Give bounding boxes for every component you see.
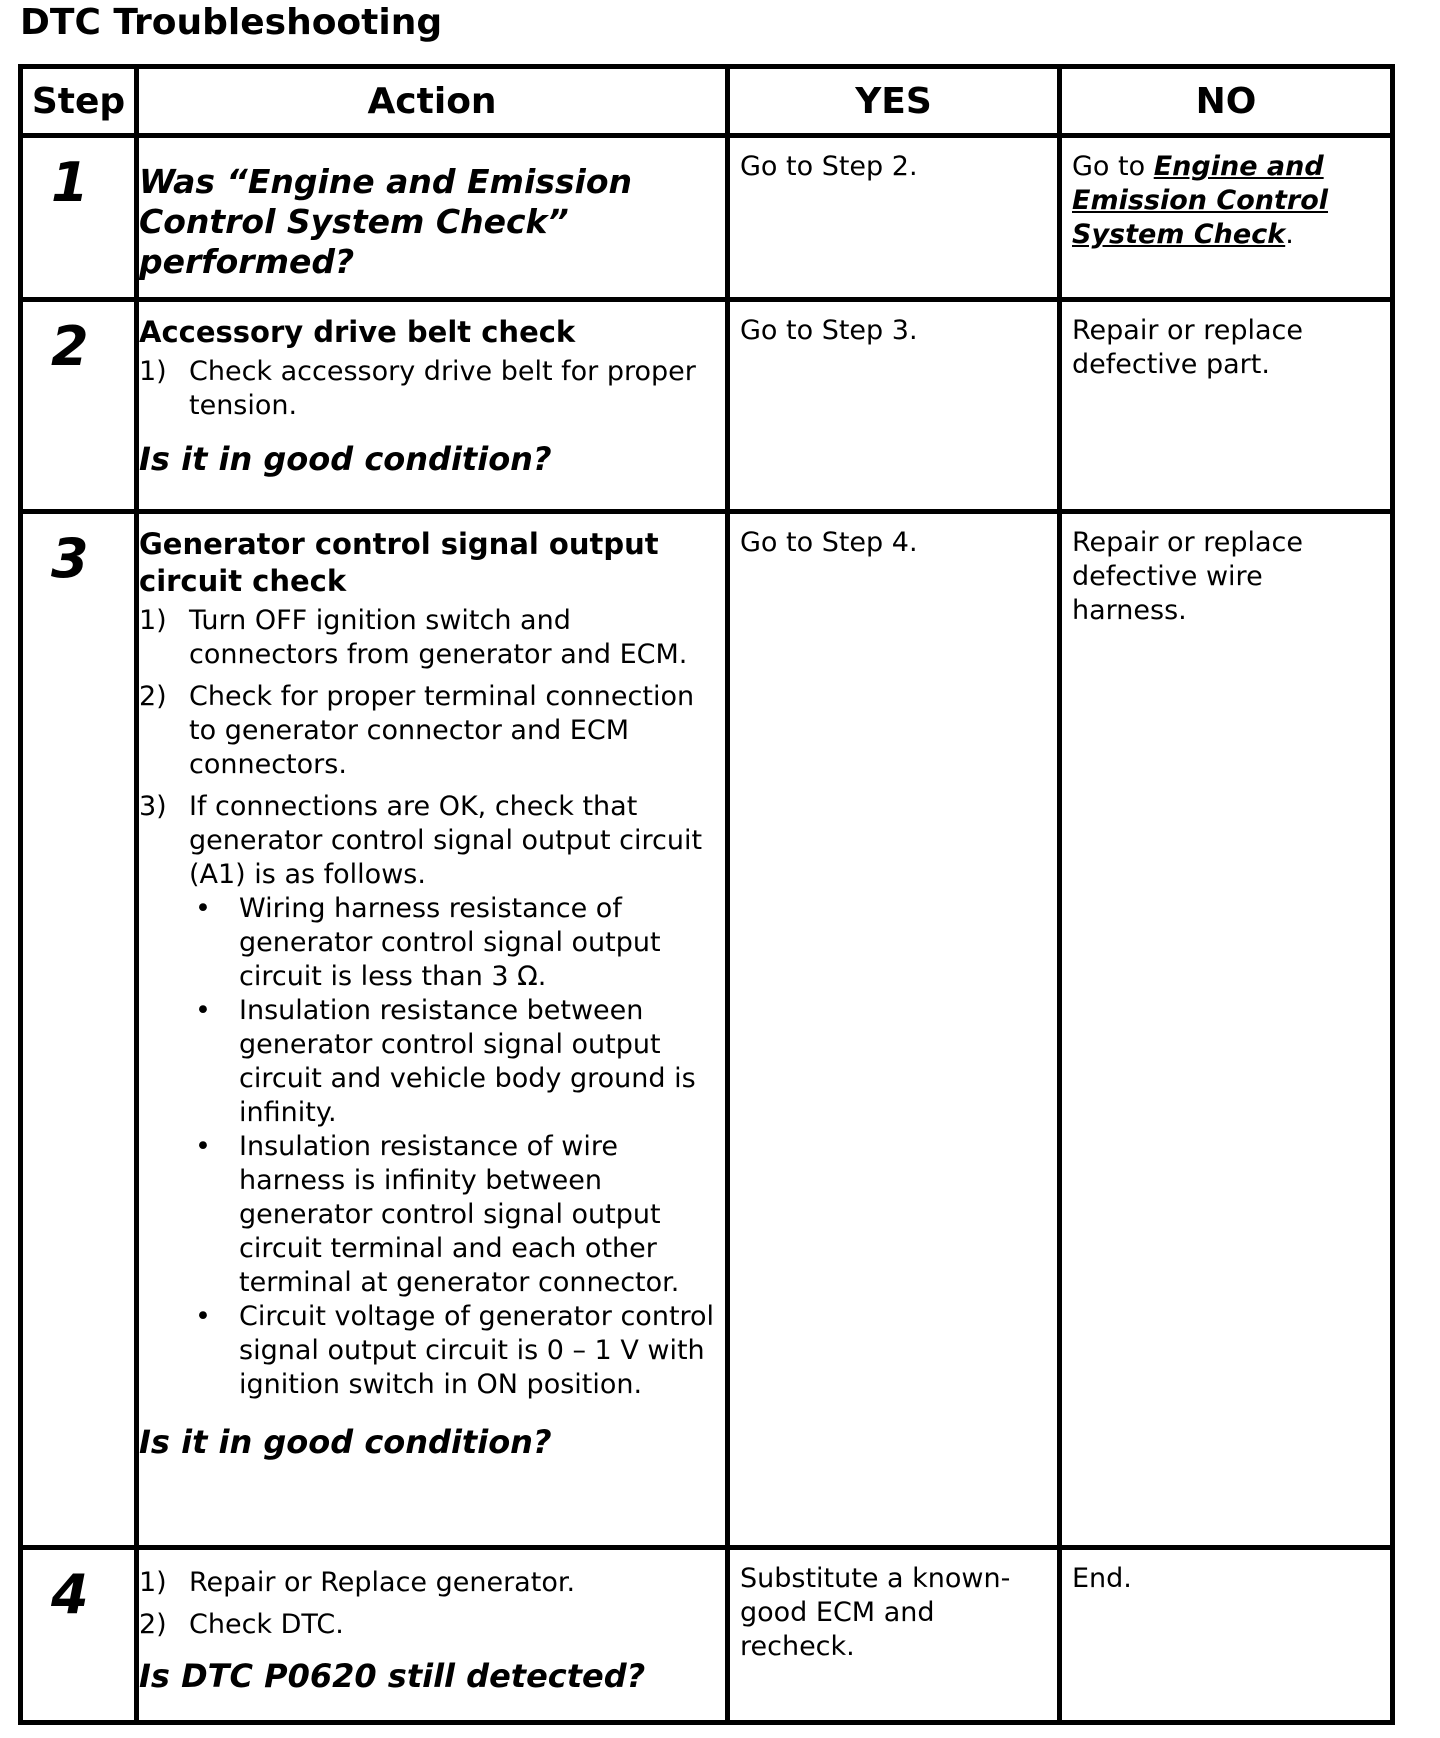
yes-text: Substitute a known-good ECM and recheck. <box>740 1563 1011 1662</box>
yes-cell <box>728 1548 1060 1723</box>
procedure-step: 2) Check DTC. <box>139 1609 344 1640</box>
condition-list <box>189 892 725 1402</box>
action-question: Is it in good condition? <box>139 440 552 478</box>
no-text: Repair or replace defective wire harness. <box>1072 527 1303 626</box>
action-question: Is DTC P0620 still detected? <box>139 1657 646 1695</box>
table-row <box>21 1548 1393 1723</box>
no-cell <box>1060 512 1393 1548</box>
step-cell <box>21 1548 137 1723</box>
action-cell <box>137 300 728 512</box>
procedure-list <box>139 1566 725 1642</box>
action-question: Was “Engine and Emission Control System Check” performed? <box>139 162 633 281</box>
step-number: 2 <box>51 315 89 378</box>
table-row <box>21 300 1393 512</box>
procedure-step: 1) Check accessory drive belt for proper tension. <box>139 356 696 421</box>
no-prefix: Go to <box>1072 151 1154 182</box>
step-number: 1 <box>51 151 89 214</box>
no-text <box>1062 138 1390 252</box>
procedure-step: 2) Check for proper terminal connection to generator connector and ECM connectors. <box>139 681 695 780</box>
table-row <box>21 136 1393 300</box>
yes-cell <box>728 136 1060 300</box>
no-suffix: . <box>1285 219 1294 250</box>
condition-item: • Wiring harness resistance of generator control signal output circuit is less than 3 Ω. <box>195 893 661 992</box>
step-cell <box>21 512 137 1548</box>
header-action: Action <box>137 67 728 136</box>
yes-cell <box>728 512 1060 1548</box>
table-row <box>21 512 1393 1548</box>
header-row <box>21 67 1393 136</box>
step-number: 4 <box>51 1563 89 1626</box>
step-number: 3 <box>51 527 89 590</box>
yes-text: Go to Step 3. <box>740 315 918 346</box>
action-cell <box>137 1548 728 1723</box>
procedure-list <box>139 355 725 423</box>
procedure-step: 1) Repair or Replace generator. <box>139 1567 576 1598</box>
condition-item: • Insulation resistance of wire harness is infinity between generator control signal output circuit terminal and each other terminal at generator connector. <box>195 1131 680 1298</box>
procedure-step: 3) If connections are OK, check that generator control signal output circuit (A1) is as follows. • Wiring harness resistance of generator control signal output circuit is less than 3 Ω. • Insulation resistance between generator control signal output circuit and vehicle body ground is infinity. • Insulation resistance of wire harness is infinity between generator control signal output circuit terminal and each other terminal at generator connector. • Circuit voltage of generator control signal output circuit is 0 – 1 V with ignition switch in ON position. <box>139 790 725 1402</box>
action-cell <box>137 136 728 300</box>
header-step: Step <box>21 67 137 136</box>
no-text: End. <box>1072 1563 1132 1594</box>
no-cell <box>1060 300 1393 512</box>
header-no: NO <box>1060 67 1393 136</box>
no-cell <box>1060 1548 1393 1723</box>
action-question: Is it in good condition? <box>139 1423 552 1461</box>
procedure-step: 1) Turn OFF ignition switch and connectors from generator and ECM. <box>139 605 688 670</box>
dtc-troubleshooting-table <box>18 64 1395 1725</box>
condition-item: • Insulation resistance between generator control signal output circuit and vehicle body ground is infinity. <box>195 995 696 1128</box>
yes-text: Go to Step 4. <box>740 527 918 558</box>
yes-cell <box>728 300 1060 512</box>
action-cell <box>137 512 728 1548</box>
step-cell <box>21 136 137 300</box>
page-title: DTC Troubleshooting <box>20 2 443 43</box>
header-yes: YES <box>728 67 1060 136</box>
condition-item: • Circuit voltage of generator control signal output circuit is 0 – 1 V with ignition switch in ON position. <box>195 1301 715 1400</box>
step-cell <box>21 300 137 512</box>
engine-emission-check-link[interactable]: Engine and Emission Control System Check <box>1072 151 1329 250</box>
procedure-list <box>139 604 725 1402</box>
yes-text: Go to Step 2. <box>740 151 918 182</box>
action-heading: Accessory drive belt check <box>139 315 576 349</box>
no-cell <box>1060 136 1393 300</box>
no-text: Repair or replace defective part. <box>1072 315 1303 380</box>
action-heading: Generator control signal output circuit check <box>139 527 659 598</box>
